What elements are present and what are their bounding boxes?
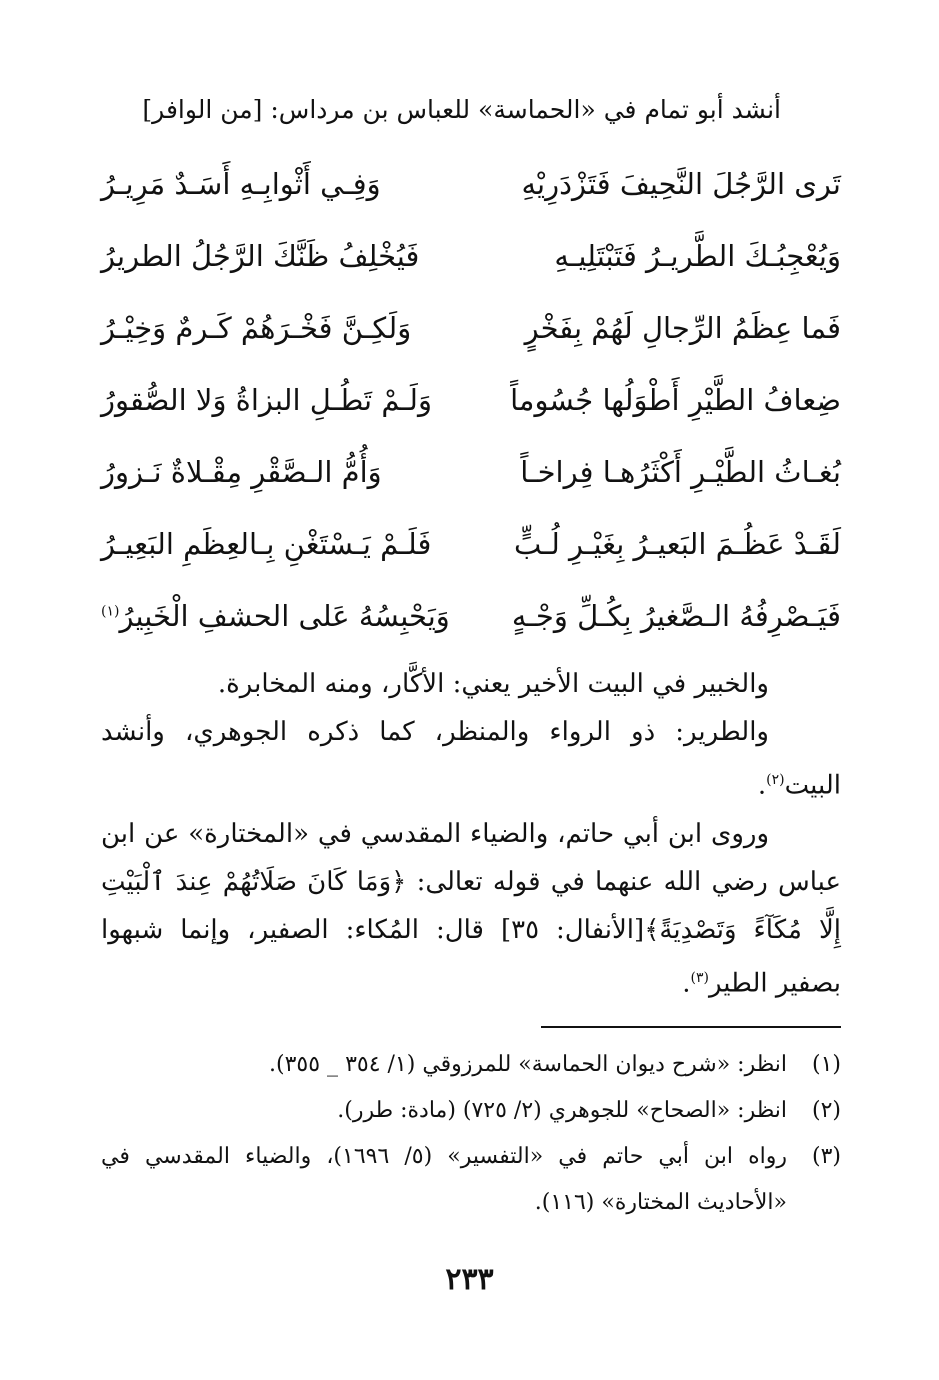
paragraph-end: . [682, 968, 691, 999]
verse-second-hemistich: وَأُمُّ الـصَّقْرِ مِقْـلاةٌ نَـزورُ [101, 455, 382, 489]
verse-first-hemistich: تَرى الرَّجُلَ النَّحِيفَ فَتَزْدَرِيْهِ [521, 167, 841, 201]
paragraph-tarir-text: والطرير: ذو الرواء والمنظر، كما ذكره الجوهري، وأنشد البيت [101, 717, 841, 801]
footnote-reference: (٣) [690, 969, 709, 986]
footnote [101, 1042, 841, 1088]
paragraph-tafsir [101, 810, 841, 1008]
verse-first-hemistich: فَما عِظَمُ الرِّجالِ لَهُمْ بِفَخْرٍ [524, 311, 841, 345]
paragraph-end: . [757, 770, 767, 801]
quran-verse: ﴿وَمَا كَانَ صَلَاتُهُمْ عِندَ ٱلْبَيْتِ إِلَّا مُكَآءً وَتَصْدِيَةً﴾ [101, 866, 842, 945]
footnote-text: انظر: «شرح ديوان الحماسة» للمرزوقي (١/ ٣٥٤ _ ٣٥٥). [269, 1052, 787, 1077]
verse-second-hemistich-text: وَيَحْبِسُهُ عَلى الحشفِ الْخَبِيرُ [119, 599, 450, 633]
verse-first-hemistich: لَقَـدْ عَظُـمَ البَعيـرُ بِغَيْـرِ لُـبٍّ [514, 527, 841, 561]
body-text [101, 660, 841, 1007]
verse-second-hemistich [101, 599, 461, 633]
verse [101, 148, 841, 220]
footnote-number: (١) [811, 1052, 841, 1077]
verse [101, 220, 841, 292]
verse-first-hemistich: ضِعافُ الطَّيْرِ أَطْوَلُها جُسُوماً [510, 383, 841, 417]
footnotes [101, 1042, 841, 1226]
paragraph-tafsir-text: وروى ابن أبي حاتم، والضياء المقدسي في «المختارة» عن ابن عباس رضي الله عنهما في قوله تعالى: [101, 818, 841, 897]
footnote-text: انظر: «الصحاح» للجوهري (٢/ ٧٢٥) (مادة: طرر). [337, 1098, 787, 1123]
verse-second-hemistich: وَلَكِـنَّ فَخْـرَهُمْ كَـرمٌ وَخِيْـرُ [101, 311, 412, 345]
poem-introduction: أنشد أبو تمام في «الحماسة» للعباس بن مرداس: [من الوافر] [142, 95, 781, 124]
footnote-separator [541, 1026, 841, 1028]
verse-second-hemistich: وَفِـي أَثْوابِـهِ أَسَـدٌ مَرِيـرُ [101, 167, 381, 201]
poem [101, 148, 841, 652]
verse-first-hemistich: بُغـاثُ الطَّيْـرِ أَكْثَرُهـا فِراخـاً [520, 455, 841, 489]
footnote-number: (٣) [811, 1144, 841, 1169]
quran-citation-and-text: [الأنفال: ٣٥] قال: المُكاء: الصفير، وإنما شبهوا بصفير الطير [101, 914, 841, 999]
paragraph-khabir: والخبير في البيت الأخير يعني: الأكَّار، ومنه المخابرة. [217, 669, 769, 699]
verse-second-hemistich: وَلَـمْ تَطُـلِ البزاةُ وَلا الصُّقورُ [101, 383, 432, 417]
verse [101, 292, 841, 364]
footnote-text: رواه ابن أبي حاتم في «التفسير» (٥/ ١٦٩٦)، والضياء المقدسي في «الأحاديث المختارة» (١١٦). [101, 1144, 788, 1215]
verse-first-hemistich: وَيُعْجِبُـكَ الطَّريـرُ فَتَبْتَلِيـهِ [554, 239, 841, 273]
verse-second-hemistich: فَلَـمْ يَـسْتَغْنِ بِـالعِظَمِ البَعِيـرُ [101, 527, 432, 561]
verse [101, 436, 841, 508]
footnote-reference: (٢) [766, 772, 785, 788]
footnote-reference: (١) [101, 603, 120, 620]
verse [101, 508, 841, 580]
paragraph-tarir [101, 708, 841, 810]
verse-first-hemistich: فَيَـصْرِفُهُ الـصَّغيرُ بِكُـلِّ وَجْـهٍ [511, 599, 841, 633]
verse [101, 364, 841, 436]
verse-second-hemistich: فَيُخْلِفُ ظَنَّكَ الرَّجُلُ الطريرُ [101, 239, 420, 273]
page-number: ٢٣٣ [445, 1262, 494, 1297]
footnote-number: (٢) [811, 1098, 841, 1123]
footnote [101, 1088, 841, 1134]
verse [101, 580, 841, 652]
footnote [101, 1134, 841, 1226]
